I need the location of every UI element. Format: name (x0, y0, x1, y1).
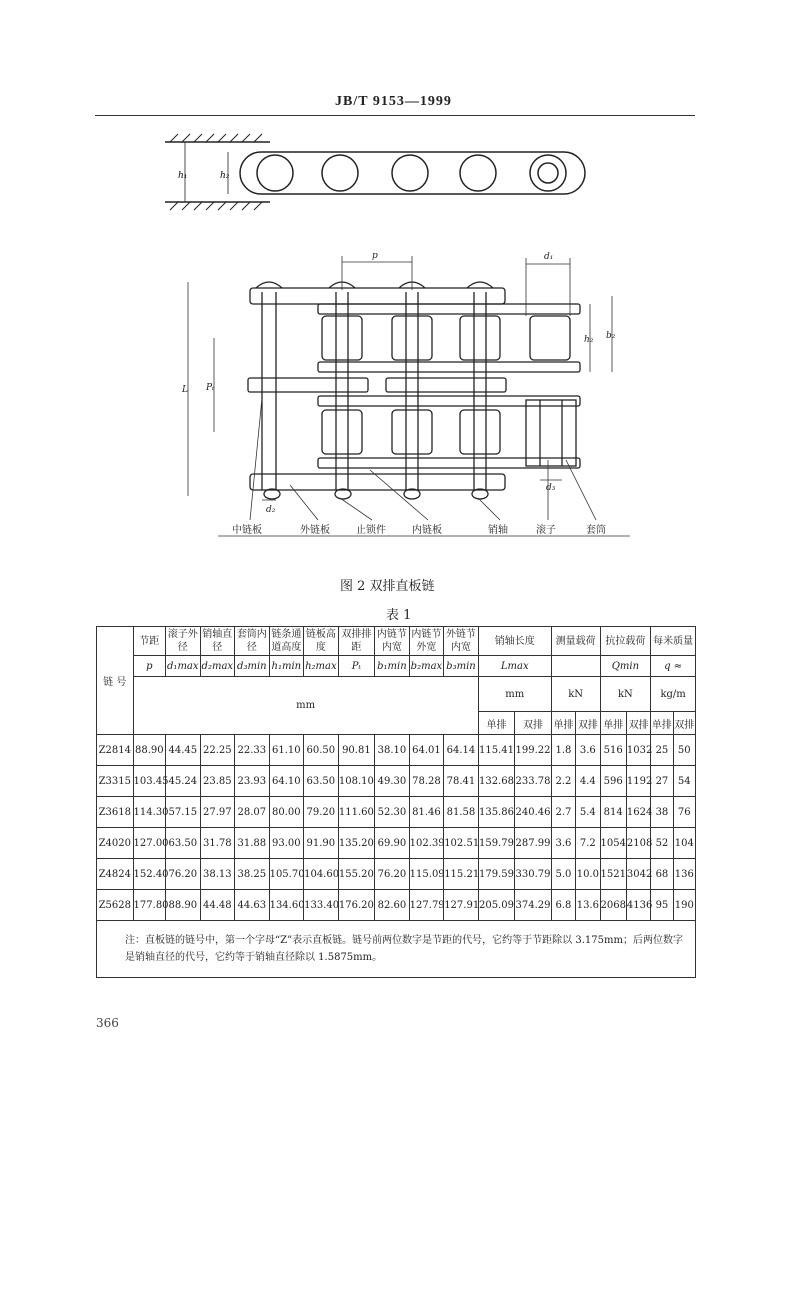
table-cell: 50 (673, 735, 695, 766)
h2-label-top: h₂ (220, 171, 230, 181)
table-cell: 596 (600, 766, 626, 797)
col-header-outer-inner-width: 外链节内宽 (444, 627, 479, 656)
col-header-measure-load: 测量载荷 (551, 627, 600, 656)
table-cell: 152.40 (133, 859, 165, 890)
table-row (97, 797, 696, 828)
table-cell: 114.30 (133, 797, 165, 828)
table-cell: 127.91 (444, 890, 479, 921)
symbol-h1: h₁min (269, 656, 304, 677)
table-cell: 1054 (600, 828, 626, 859)
table-cell: 78.41 (444, 766, 479, 797)
table-cell: 1.8 (551, 735, 575, 766)
table-cell: 108.10 (338, 766, 375, 797)
col-header-bush-bore: 套筒内径 (235, 627, 270, 656)
table-cell: 3.6 (576, 735, 600, 766)
table-row (97, 735, 696, 766)
table-cell: 330.79 (515, 859, 552, 890)
callout-outer-plate: 外链板 (300, 525, 330, 536)
table-cell: 190 (673, 890, 695, 921)
sub-double-mass: 双排 (673, 712, 695, 735)
page-number: 366 (96, 1016, 119, 1030)
table-body (97, 735, 696, 921)
table-cell: 133.40 (304, 890, 339, 921)
table-cell: 103.45 (133, 766, 165, 797)
table-cell: 104.60 (304, 859, 339, 890)
table-cell: 27 (651, 766, 673, 797)
table-cell: 52.30 (375, 797, 410, 828)
table-cell: 93.00 (269, 828, 304, 859)
table-cell: 54 (673, 766, 695, 797)
table-cell: 90.81 (338, 735, 375, 766)
chain-number-cell: Z2814 (97, 735, 134, 766)
chain-number-cell: Z4020 (97, 828, 134, 859)
chain-plan-view (248, 282, 580, 499)
table-cell: 4.4 (576, 766, 600, 797)
table-cell: 38.25 (235, 859, 270, 890)
table-cell: 38 (651, 797, 673, 828)
table-cell: 111.60 (338, 797, 375, 828)
unit-kg-m: kg/m (651, 677, 696, 712)
col-header-inner-width: 内链节内宽 (375, 627, 410, 656)
table-cell: 91.90 (304, 828, 339, 859)
unit-kn-measure: kN (551, 677, 600, 712)
col-header-inner-outer-width: 内链节外宽 (409, 627, 444, 656)
h2-label: h₂ (584, 335, 594, 345)
d1-label: d₁ (544, 252, 554, 262)
callout-middle-plate: 中链板 (232, 525, 262, 536)
callout-roller: 滚子 (536, 525, 556, 536)
table-cell: 5.0 (551, 859, 575, 890)
table-cell: 2108 (626, 828, 650, 859)
chain-number-cell: Z3618 (97, 797, 134, 828)
symbol-d3: d₃min (235, 656, 270, 677)
unit-mm-length: mm (478, 677, 551, 712)
Pt-label: Pₜ (206, 383, 215, 393)
col-header-channel-height: 链条通道高度 (269, 627, 304, 656)
table-cell: 1032 (626, 735, 650, 766)
table-cell: 78.28 (409, 766, 444, 797)
table-cell: 240.46 (515, 797, 552, 828)
table-cell: 115.41 (478, 735, 515, 766)
table-cell: 69.90 (375, 828, 410, 859)
symbol-q: Qmin (600, 656, 651, 677)
standard-header: JB/T 9153—1999 (335, 94, 452, 109)
callout-pin: 销轴 (488, 525, 508, 536)
chain-spec-table (96, 626, 696, 978)
row-header-cell (97, 627, 134, 735)
table-cell: 115.09 (409, 859, 444, 890)
table-cell: 1521 (600, 859, 626, 890)
callout-lock: 止锁件 (356, 525, 386, 536)
table-cell: 102.39 (409, 828, 444, 859)
sub-double-length: 双排 (515, 712, 552, 735)
table-cell: 38.10 (375, 735, 410, 766)
table-cell: 31.78 (200, 828, 235, 859)
table-cell: 176.20 (338, 890, 375, 921)
callout-inner-plate: 内链板 (412, 525, 442, 536)
col-header-transverse-pitch: 双排排距 (338, 627, 375, 656)
table-cell: 2068 (600, 890, 626, 921)
symbol-p: p (133, 656, 165, 677)
table-cell: 57.15 (166, 797, 201, 828)
col-header-plate-height: 链板高度 (304, 627, 339, 656)
table-cell: 814 (600, 797, 626, 828)
table-cell: 6.8 (551, 890, 575, 921)
L-label: L (182, 385, 188, 395)
chain-figure (0, 0, 800, 570)
table-cell: 5.4 (576, 797, 600, 828)
symbol-b2: b₂max (409, 656, 444, 677)
sub-single-measure: 单排 (551, 712, 575, 735)
table-row (97, 890, 696, 921)
symbol-d2: d₂max (200, 656, 235, 677)
table-cell: 76.20 (166, 859, 201, 890)
table-cell: 25 (651, 735, 673, 766)
table-cell: 233.78 (515, 766, 552, 797)
table-cell: 82.60 (375, 890, 410, 921)
table-cell: 132.68 (478, 766, 515, 797)
table-cell: 81.58 (444, 797, 479, 828)
unit-kn-tensile: kN (600, 677, 651, 712)
table-cell: 374.29 (515, 890, 552, 921)
table-cell: 63.50 (166, 828, 201, 859)
table-cell: 64.01 (409, 735, 444, 766)
symbol-mass: q ≈ (651, 656, 696, 677)
table-cell: 31.88 (235, 828, 270, 859)
chain-number-cell: Z5628 (97, 890, 134, 921)
table-cell: 199.22 (515, 735, 552, 766)
table-cell: 102.51 (444, 828, 479, 859)
symbol-h2: h₂max (304, 656, 339, 677)
symbol-pt: Pₜ (338, 656, 375, 677)
table-cell: 88.90 (133, 735, 165, 766)
table-cell: 79.20 (304, 797, 339, 828)
table-cell: 44.45 (166, 735, 201, 766)
table-cell: 23.93 (235, 766, 270, 797)
table-cell: 13.6 (576, 890, 600, 921)
table-cell: 287.99 (515, 828, 552, 859)
table-note: 注：直板链的链号中，第一个字母“Z”表示直板链。链号前两位数字是节距的代号，它约等于节距除以 3.175mm；后两位数字是销轴直径的代号，它约等于销轴直径除以 1.5875mm。 (97, 921, 696, 978)
row-header: 链 号 (103, 677, 127, 688)
symbol-l: Lmax (478, 656, 551, 677)
table-cell: 76 (673, 797, 695, 828)
symbol-measure (551, 656, 600, 677)
table-cell: 127.79 (409, 890, 444, 921)
figure-caption: 图 2 双排直板链 (340, 579, 435, 594)
table-cell: 76.20 (375, 859, 410, 890)
table-cell: 22.33 (235, 735, 270, 766)
table-cell: 22.25 (200, 735, 235, 766)
d3-label: d₃ (546, 483, 556, 493)
table-cell: 134.60 (269, 890, 304, 921)
table-cell: 38.13 (200, 859, 235, 890)
table-cell: 136 (673, 859, 695, 890)
table-cell: 49.30 (375, 766, 410, 797)
table-cell: 179.59 (478, 859, 515, 890)
sub-single-length: 单排 (478, 712, 515, 735)
symbol-d1: d₁max (166, 656, 201, 677)
h1-label: h₁ (178, 171, 188, 181)
chain-number-cell: Z4824 (97, 859, 134, 890)
unit-mm: mm (133, 677, 478, 735)
table-cell: 44.48 (200, 890, 235, 921)
table-cell: 88.90 (166, 890, 201, 921)
table-row (97, 859, 696, 890)
table-cell: 3.6 (551, 828, 575, 859)
table-cell: 68 (651, 859, 673, 890)
table-cell: 135.20 (338, 828, 375, 859)
table-cell: 7.2 (576, 828, 600, 859)
table-cell: 159.79 (478, 828, 515, 859)
table-cell: 27.97 (200, 797, 235, 828)
table-cell: 3042 (626, 859, 650, 890)
table-cell: 135.86 (478, 797, 515, 828)
symbol-b1: b₁min (375, 656, 410, 677)
table-cell: 61.10 (269, 735, 304, 766)
callout-bush: 套筒 (586, 525, 606, 536)
table-cell: 1192 (626, 766, 650, 797)
table-cell: 64.14 (444, 735, 479, 766)
sub-double-measure: 双排 (576, 712, 600, 735)
col-header-mass: 每米质量 (651, 627, 696, 656)
table-cell: 155.20 (338, 859, 375, 890)
table-cell: 516 (600, 735, 626, 766)
col-header-roller-dia: 滚子外径 (166, 627, 201, 656)
table-cell: 63.50 (304, 766, 339, 797)
b2-label: b₂ (606, 331, 616, 341)
sub-single-mass: 单排 (651, 712, 673, 735)
table-row (97, 828, 696, 859)
table-cell: 64.10 (269, 766, 304, 797)
table-cell: 104 (673, 828, 695, 859)
sub-single-tensile: 单排 (600, 712, 626, 735)
table-cell: 81.46 (409, 797, 444, 828)
table-cell: 127.00 (133, 828, 165, 859)
table-cell: 44.63 (235, 890, 270, 921)
col-header-pin-dia: 销轴直径 (200, 627, 235, 656)
d2-label: d₂ (266, 505, 276, 515)
chain-number-cell: Z3315 (97, 766, 134, 797)
table-cell: 4136 (626, 890, 650, 921)
table-cell: 2.7 (551, 797, 575, 828)
table-row (97, 766, 696, 797)
p-label: p (372, 251, 378, 261)
table-caption: 表 1 (386, 608, 412, 623)
table-cell: 45.24 (166, 766, 201, 797)
col-header-tensile-load: 抗拉载荷 (600, 627, 651, 656)
table-cell: 80.00 (269, 797, 304, 828)
col-header-pin-length: 销轴长度 (478, 627, 551, 656)
table-cell: 205.09 (478, 890, 515, 921)
col-header-pitch: 节距 (133, 627, 165, 656)
table-cell: 95 (651, 890, 673, 921)
table-cell: 115.21 (444, 859, 479, 890)
table-cell: 23.85 (200, 766, 235, 797)
table-cell: 1624 (626, 797, 650, 828)
table-cell: 28.07 (235, 797, 270, 828)
table-cell: 2.2 (551, 766, 575, 797)
table-cell: 52 (651, 828, 673, 859)
table-cell: 105.70 (269, 859, 304, 890)
table-cell: 60.50 (304, 735, 339, 766)
table-cell: 10.0 (576, 859, 600, 890)
sub-double-tensile: 双排 (626, 712, 650, 735)
symbol-b3: b₃min (444, 656, 479, 677)
table-cell: 177.80 (133, 890, 165, 921)
